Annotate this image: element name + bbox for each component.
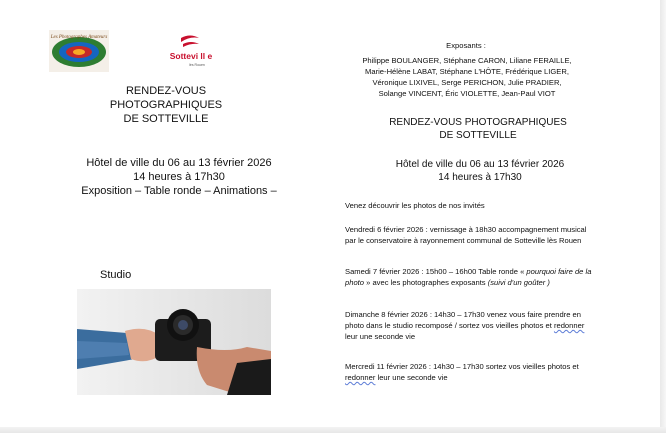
exhibitors-heading: Exposants : xyxy=(446,41,486,50)
logo1-text: Les Photographes Amateurs xyxy=(50,35,108,40)
studio-label: Studio xyxy=(100,269,132,281)
exhibitors-list xyxy=(318,55,616,99)
event-2-text-a: Samedi 7 février 2026 : 15h00 – 16h00 Table ronde « xyxy=(345,267,527,276)
event-1-line-1: Vendredi 6 février 2026 : vernissage à 18h30 accompagnement musical xyxy=(345,225,587,234)
event-3-line-2 xyxy=(345,320,645,331)
left-venue: Hôtel de ville du 06 au 13 février 2026 xyxy=(86,157,272,169)
event-3-text: photo dans le studio recomposé / sortez vos vieilles photos et xyxy=(345,321,554,330)
event-3-line-3: leur une seconde vie xyxy=(345,332,416,341)
logo2-text: Sottevi ll e xyxy=(169,51,213,61)
event-4-line-2 xyxy=(345,372,645,383)
left-hours: 14 heures à 17h30 xyxy=(133,171,225,183)
left-title-line-3: DE SOTTEVILLE xyxy=(123,113,209,125)
event-4 xyxy=(345,361,645,383)
event-2-line-1 xyxy=(345,266,650,277)
event-2-question: pourquoi faire de la xyxy=(526,267,592,276)
exhibitors-line-4: Solange VINCENT, Éric VIOLETTE, Jean-Paul VIOT xyxy=(378,89,556,98)
logo2-subtext: lès Rouen xyxy=(189,63,205,67)
page-edge-bottom xyxy=(0,427,666,433)
event-3-redonner: redonner xyxy=(553,321,585,330)
photographes-logo xyxy=(49,30,109,72)
exhibitors-line-3: Véronique LIXIVEL, Serge PERICHON, Julie PRADIER, xyxy=(372,78,562,87)
page-edge-right xyxy=(660,0,666,433)
event-4-redonner: redonner xyxy=(345,373,376,382)
event-3-line-1: Dimanche 8 février 2026 : 14h30 – 17h30 venez vous faire prendre en xyxy=(345,310,581,319)
camera-hands-photo xyxy=(77,289,271,395)
exhibitors-line-2: Marie-Hélène LABAT, Stéphane L'HÔTE, Frédérique LIGER, xyxy=(365,67,569,76)
left-venue-block xyxy=(60,156,298,198)
sotteville-logo xyxy=(163,32,219,72)
right-title-line-1: RENDEZ-VOUS PHOTOGRAPHIQUES xyxy=(389,117,567,128)
event-2-text-b: » avec les photographes exposants xyxy=(364,278,488,287)
right-title-line-2: DE SOTTEVILLE xyxy=(439,130,517,141)
right-venue: Hôtel de ville du 06 au 13 février 2026 xyxy=(395,159,565,170)
left-title xyxy=(96,84,236,126)
right-title xyxy=(380,116,576,142)
exhibitors-line-1: Philippe BOULANGER, Stéphane CARON, Liliane FERAILLE, xyxy=(362,56,572,65)
left-title-line-2: PHOTOGRAPHIQUES xyxy=(109,99,223,111)
left-activities: Exposition – Table ronde – Animations – xyxy=(81,185,277,197)
event-2-snack: (suivi d'un goûter ) xyxy=(487,278,550,287)
event-1 xyxy=(345,224,645,246)
event-2-line-2 xyxy=(345,277,650,288)
right-venue-block xyxy=(368,158,592,184)
event-4-line-1: Mercredi 11 février 2026 : 14h30 – 17h30 sortez vos vieilles photos et xyxy=(345,362,579,371)
intro-text: Venez découvrir les photos de nos invités xyxy=(345,201,485,210)
right-hours: 14 heures à 17h30 xyxy=(438,172,522,183)
event-1-line-2: par le conservatoire à rayonnement communal de Sotteville lès Rouen xyxy=(345,236,582,245)
event-2-photo-word: photo xyxy=(345,278,365,287)
left-title-line-1: RENDEZ-VOUS xyxy=(125,85,207,97)
event-3 xyxy=(345,309,645,342)
event-4-text: leur une seconde vie xyxy=(375,373,448,382)
event-2 xyxy=(345,266,650,288)
